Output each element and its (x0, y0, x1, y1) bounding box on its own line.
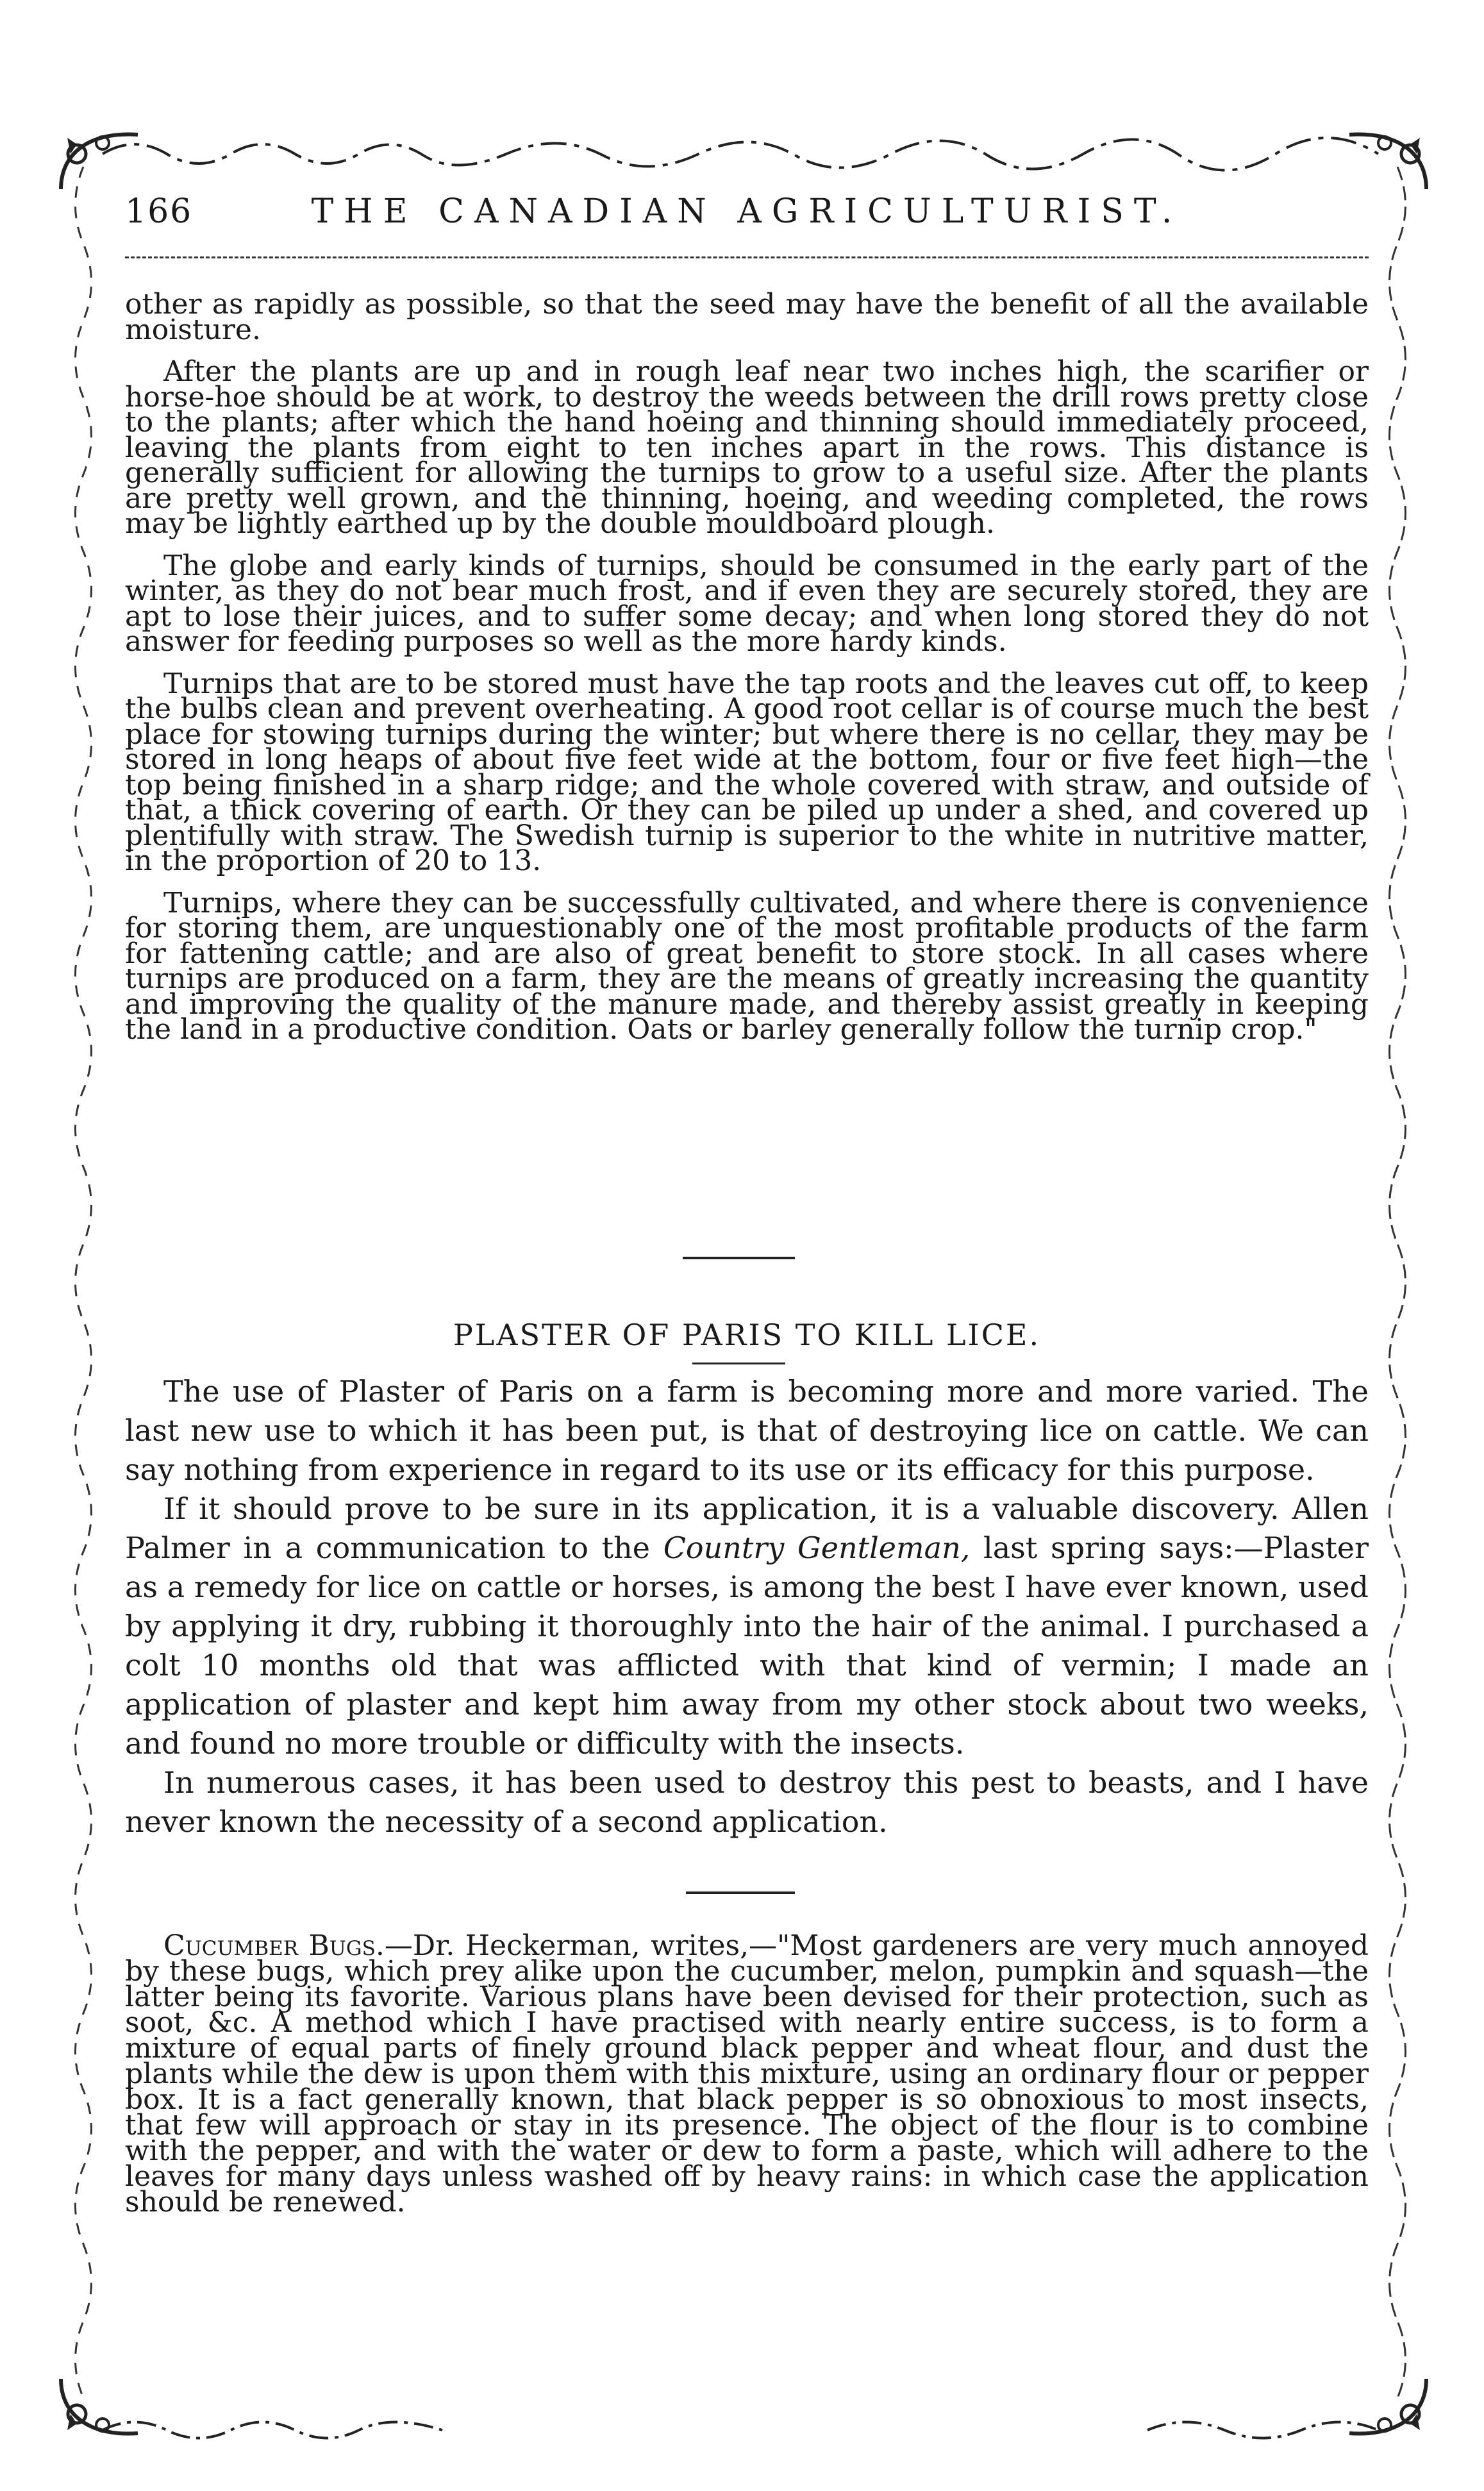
paragraph: The globe and early kinds of turnips, should be consumed in the early part of the winter, as they do not bear much frost, and if even they are securely stored, they are apt to lose their juices, and to suffer some decay; and when long stored they do not answer for feeding purposes so well as the more hardy kinds. (125, 549, 1369, 658)
paragraph: The use of Plaster of Paris on a farm is becoming more and more varied. The last new use to which it has been put, is that of destroying lice on cattle. We can say nothing from experience in regard to its use or its efficacy for this purpose. (125, 1374, 1369, 1487)
section-divider (683, 1257, 795, 1259)
paragraph-text: If it should prove to be sure in its application, it is a valuable discovery. Allen Palmer in a communication to the (125, 1491, 1369, 1565)
paragraph: After the plants are up and in rough leaf near two inches high, the scarifier or horse-hoe should be at work, to destroy the weeds between the drill rows pretty close to the plants; after which the hand hoeing and thinning should immediately proceed, leaving the plants from eight to ten inches apart in the rows. This distance is generally sufficient for allowing the turnips to grow to a useful size. After the plants are pretty well grown, and the thinning, hoeing, and weeding completed, the rows may be lightly earthed up by the double mouldboard plough. (125, 355, 1369, 540)
ornament-corner-bottom-right (1343, 2372, 1433, 2443)
ornament-corner-bottom-left (54, 2372, 144, 2443)
paragraph-lead: Cucumber Bugs. (163, 1929, 385, 1962)
paragraph: In numerous cases, it has been used to destroy this pest to beasts, and I have never known the necessity of a second application. (125, 1765, 1369, 1839)
ornament-corner-top-right (1343, 125, 1433, 196)
paragraph: Turnips that are to be stored must have the tap roots and the leaves cut off, to keep the bulbs clean and prevent overheating. A good root cellar is of course much the best place for stowing turnips during the winter; but where there is no cellar, they may be stored in long heaps of about five feet wide at the bottom, four or five feet high—the top being finished in a sharp ridge; and the whole covered with straw, and outside of that, a thick covering of earth. Or they can be piled up under a shed, and covered up plentifully with straw. The Swedish turnip is superior to the white in nutritive matter, in the proportion of 20 to 13. (125, 667, 1369, 877)
ornamental-border-top (58, 128, 1426, 173)
plaster-article (125, 1372, 1369, 1841)
section-title: PLASTER OF PARIS TO KILL LICE. (453, 1318, 1041, 1352)
page-header (125, 192, 1369, 244)
ornamental-border-bottom (58, 2408, 1426, 2453)
publication-name: Country Gentleman, (663, 1531, 971, 1565)
turnip-article (125, 288, 1369, 1059)
paragraph-text: last spring says:—Plaster as a remedy for lice on cattle or horses, is among the best I have ever known, used by applying it dry, rubbing it thoroughly into the hair of the animal. I purchased a colt 10 months old that was afflicted with that kind of vermin; I made an application of plaster and kept him away from my other stock about two weeks, and found no more trouble or difficulty with the insects. (125, 1531, 1369, 1761)
paragraph: Turnips, where they can be successfully cultivated, and where there is convenience for storing them, are unquestionably one of the most profitable products of the farm for fattening cattle; and are also of great benefit to store stock. In all cases where turnips are produced on a farm, they are the means of greatly increasing the quantity and improving the quality of the manure made, and thereby assist greatly in keeping the land in a productive condition. Oats or barley generally follow the turnip crop." (125, 886, 1369, 1046)
paragraph-text: —Dr. Heckerman, writes,—"Most gardeners are very much annoyed by these bugs, which prey alike upon the cucumber, melon, pumpkin and squash—the latter being its favorite. Various plans have been devised for their protection, such as soot, &c. A method which I have practised with nearly entire success, is to form a mixture of equal parts of finely ground black pepper and wheat flour, and dust the plants while the dew is upon them with this mixture, using an ordinary flour or pepper box. It is a fact generally known, that black pepper is so obnoxious to most insects, that few will approach or stay in its presence. The object of the flour is to combine with the pepper, and with the water or dew to form a paste, which will adhere to the leaves for many days unless washed off by heavy rains: in which case the application should be renewed. (125, 1929, 1369, 2218)
ornament-corner-top-left (54, 125, 144, 196)
cucumber-bugs-article (125, 1929, 1369, 2218)
running-title: THE CANADIAN AGRICULTURIST. (311, 192, 1183, 231)
paragraph (125, 1929, 1369, 2218)
paragraph: other as rapidly as possible, so that the seed may have the benefit of all the available moisture. (125, 288, 1369, 346)
ornamental-border-right (1378, 167, 1423, 2411)
section-divider (686, 1891, 795, 1894)
page-number: 166 (125, 192, 193, 231)
title-underline (692, 1363, 785, 1364)
header-rule (125, 256, 1369, 258)
ornamental-border-left (58, 167, 103, 2411)
paragraph (125, 1489, 1369, 1763)
